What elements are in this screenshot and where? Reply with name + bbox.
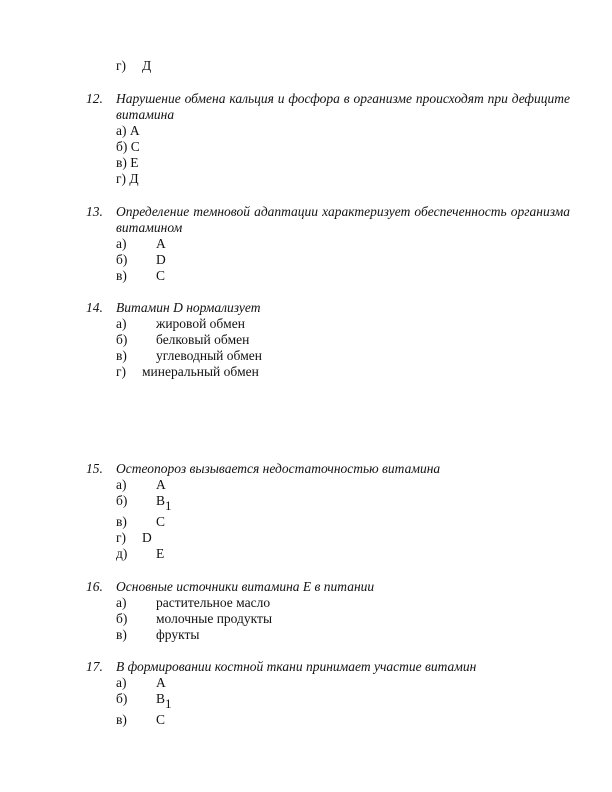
- option-letter: б): [116, 493, 128, 508]
- option-text: С: [156, 514, 166, 529]
- option-letter: а): [116, 236, 127, 251]
- option-text: жировой обмен: [156, 316, 245, 331]
- option-letter: а): [116, 675, 127, 690]
- option-letter: в): [116, 712, 127, 727]
- question-number: 16.: [86, 579, 103, 594]
- question-number: 13.: [86, 204, 103, 219]
- question-14: [86, 300, 570, 316]
- option-letter: в): [116, 514, 127, 529]
- option: а) А: [116, 123, 140, 138]
- question-text: В формировании костной ткани принимает участие витамин: [116, 659, 477, 674]
- subscript: 1: [165, 498, 172, 513]
- question-text: Остеопороз вызывается недостаточностью витамина: [116, 461, 441, 476]
- question-number: 15.: [86, 461, 103, 476]
- option-text: углеводный обмен: [156, 348, 262, 363]
- option-letter: а): [116, 316, 127, 331]
- option-letter: в): [116, 627, 127, 642]
- question-text: Витамин D нормализует: [116, 300, 261, 315]
- option-text: Е: [156, 546, 165, 561]
- option-text: минеральный обмен: [142, 364, 259, 379]
- question-text: Основные источники витамина Е в питании: [116, 579, 375, 594]
- option-letter: в): [116, 268, 127, 283]
- option-text: D: [142, 530, 152, 545]
- question-15: [86, 461, 570, 477]
- option-text: фрукты: [156, 627, 200, 642]
- option-text: В1: [156, 691, 172, 711]
- option-text: белковый обмен: [156, 332, 250, 347]
- question-text: Нарушение обмена кальция и фосфора в организме происходят при дефиците витамина: [116, 91, 570, 122]
- option-text: Д: [142, 58, 152, 73]
- question-number: 17.: [86, 659, 103, 674]
- option-letter: г): [116, 58, 127, 73]
- question-17: [86, 659, 570, 675]
- question-number: 14.: [86, 300, 103, 315]
- option-letter: б): [116, 332, 128, 347]
- option: в) Е: [116, 155, 139, 170]
- option-letter: а): [116, 477, 127, 492]
- option-text: С: [156, 712, 166, 727]
- question-text: Определение темновой адаптации характеризует обеспеченность организма витамином: [116, 204, 570, 235]
- option-text: В1: [156, 493, 172, 513]
- question-12: [86, 91, 570, 123]
- option-letter: в): [116, 348, 127, 363]
- question-13: [86, 204, 570, 236]
- option-letter: д): [116, 546, 128, 561]
- subscript: 1: [165, 696, 172, 711]
- option-letter: г): [116, 530, 127, 545]
- option-text: С: [156, 268, 166, 283]
- option-text: растительное масло: [156, 595, 271, 610]
- option-letter: г): [116, 364, 127, 379]
- option-letter: б): [116, 691, 128, 706]
- option: г) Д: [116, 171, 139, 186]
- option-letter: а): [116, 595, 127, 610]
- option-text: А: [156, 477, 166, 492]
- option: б) С: [116, 139, 140, 154]
- option-letter: б): [116, 611, 128, 626]
- question-16: [86, 579, 570, 595]
- option-text: D: [156, 252, 166, 267]
- option-letter: б): [116, 252, 128, 267]
- option-text: А: [156, 236, 166, 251]
- option-text: молочные продукты: [156, 611, 273, 626]
- question-number: 12.: [86, 91, 103, 106]
- option-text: А: [156, 675, 166, 690]
